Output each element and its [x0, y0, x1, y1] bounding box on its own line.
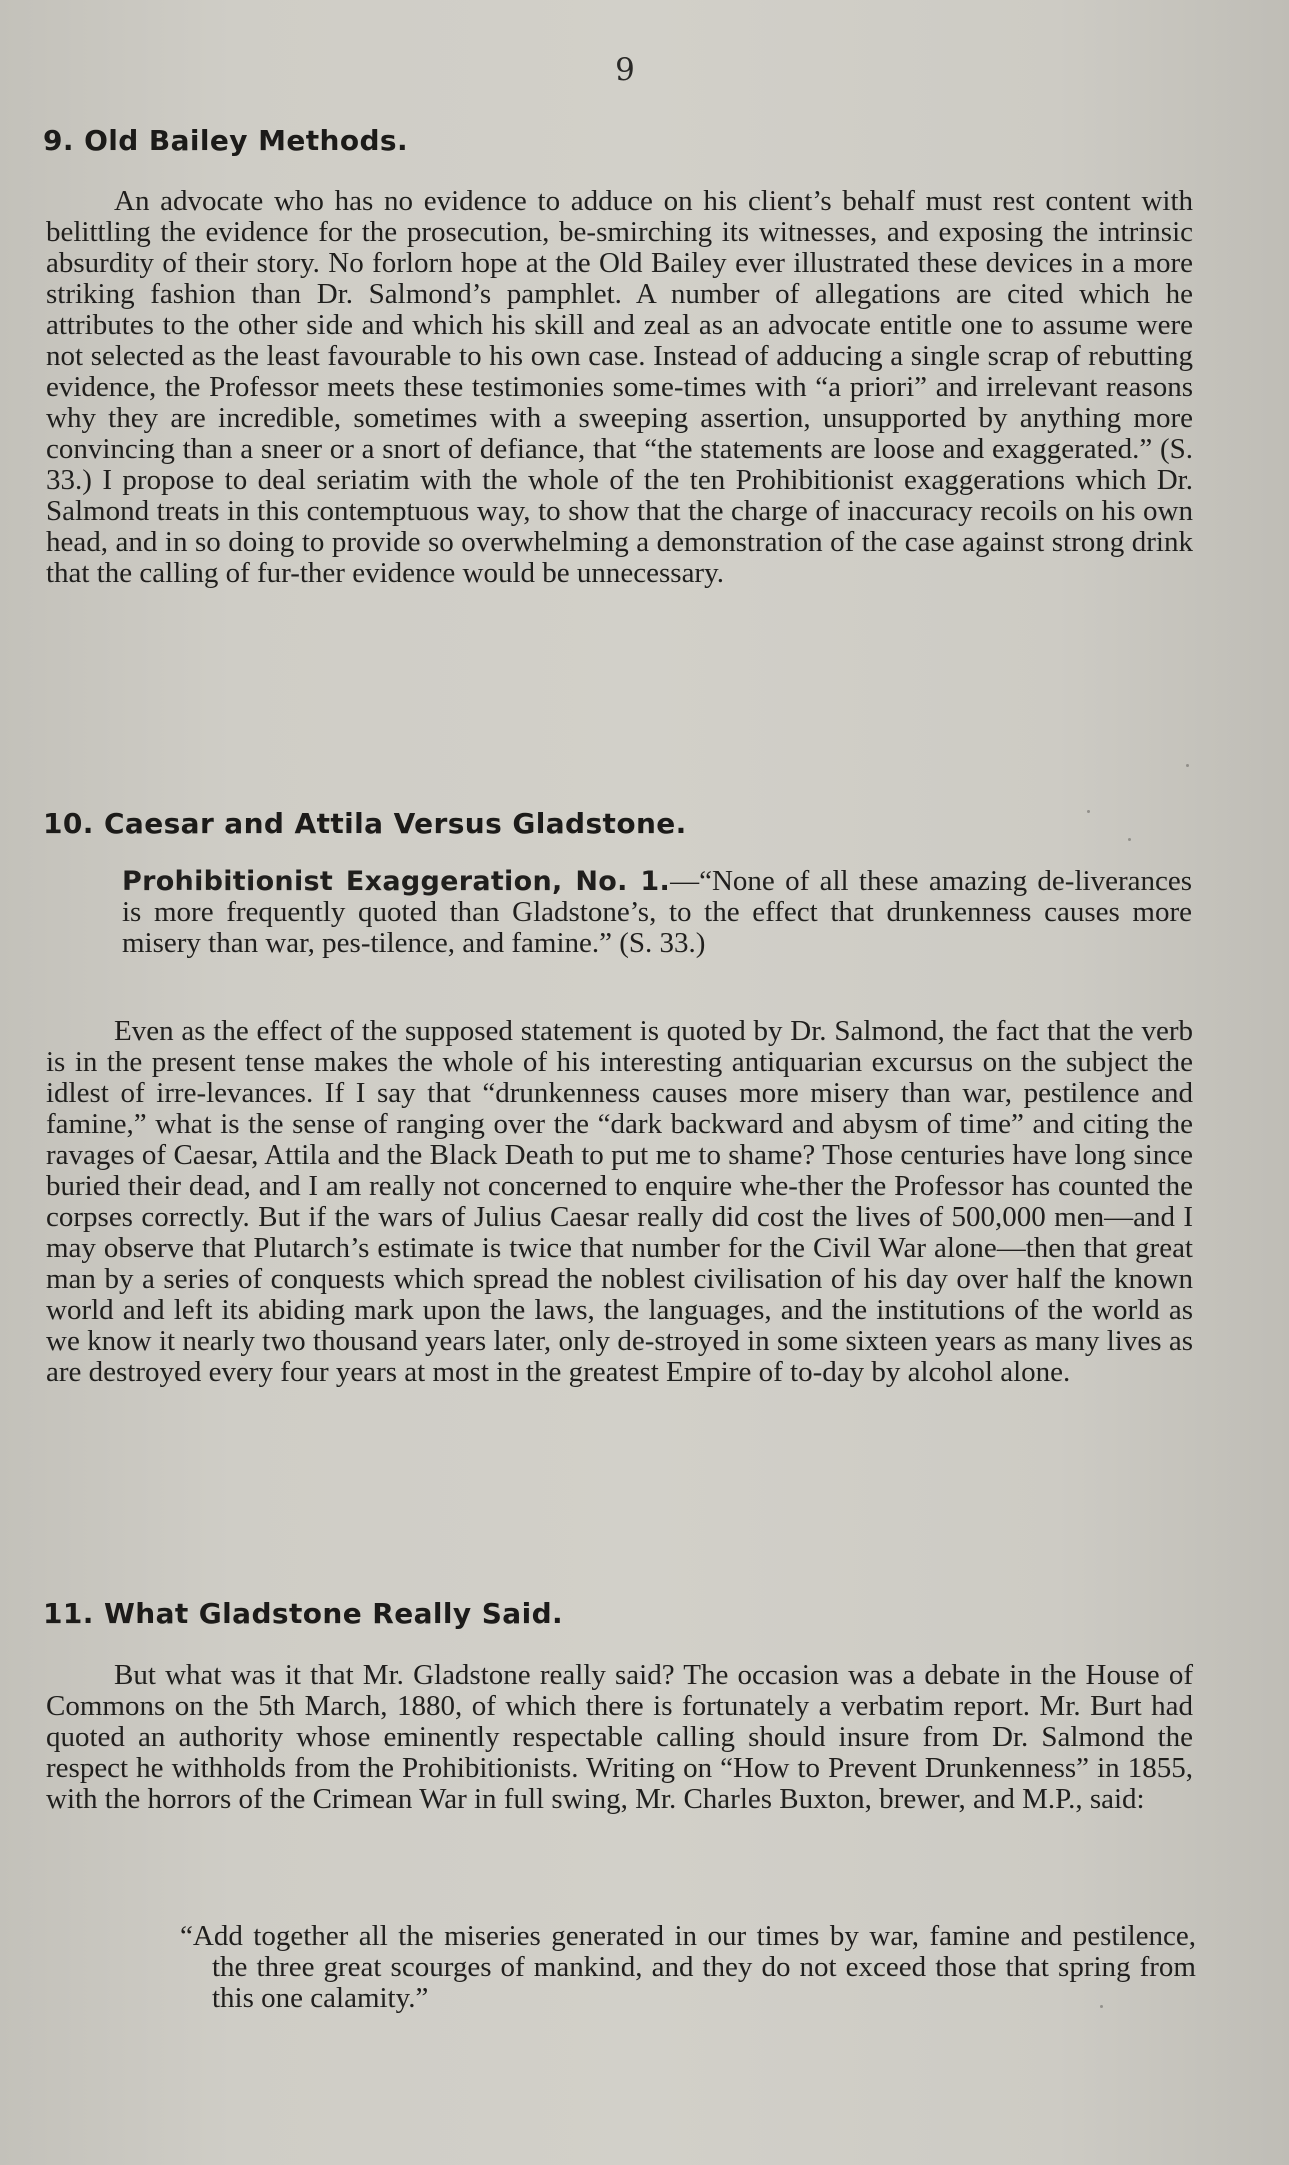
- exaggeration-text: —“None of all these amazing de-liverances is more frequently quoted than Gladstone’s, to the effect that drunkenness causes more misery than war, pes-tilence, and famine.” (S. 33.): [122, 865, 1193, 959]
- paper-speck: [1186, 764, 1189, 767]
- buxton-quotation: “Add together all the miseries generated in our times by war, famine and pestilence, the three great scourges of mankind, and they do not exceed those that spring from this one calamity.”: [180, 1920, 1196, 2014]
- paper-speck: [1087, 810, 1090, 813]
- paper-speck: [1128, 838, 1131, 841]
- section-paragraph: But what was it that Mr. Gladstone really said? The occasion was a debate in the House of Commons on the 5th March, 1880, of which there is fortunately a verbatim report. Mr. Burt had quoted an authority whose eminently respectable calling should insure from Dr. Salmond the respect he withholds from the Prohibitionists. Writing on “How to Prevent Drunkenness” in 1855, with the horrors of the Crimean War in full swing, Mr. Charles Buxton, brewer, and M.P., said:: [46, 1659, 1193, 1815]
- section-paragraph: Even as the effect of the supposed statement is quoted by Dr. Salmond, the fact that the verb is in the present tense makes the whole of his interesting antiquarian excursus on the subject the idlest of irre-levances. If I say that “drunkenness causes more misery than war, pestilence and famine,” what is the sense of ranging over the “dark backward and abysm of time” and citing the ravages of Caesar, Attila and the Black Death to put me to shame? Those centuries have long since buried their dead, and I am really not concerned to enquire whe-ther the Professor has counted the corpses correctly. But if the wars of Julius Caesar really did cost the lives of 500,000 men—and I may observe that Plutarch’s estimate is twice that number for the Civil War alone—then that great man by a series of conquests which spread the noblest civilisation of his day over half the known world and left its abiding mark upon the laws, the languages, and the institutions of the world as we know it nearly two thousand years later, only de-stroyed in some sixteen years as many lives as are destroyed every four years at most in the greatest Empire of to-day by alcohol alone.: [46, 1015, 1193, 1388]
- section-heading-caesar-and-attila: 10. Caesar and Attila Versus Gladstone.: [43, 807, 687, 840]
- paper-speck: [1100, 2005, 1103, 2008]
- exaggeration-label: Prohibitionist Exaggeration, No. 1.: [122, 866, 671, 897]
- section-paragraph: An advocate who has no evidence to adduce on his client’s behalf must rest content with belittling the evidence for the prosecution, be-smirching its witnesses, and exposing the intrinsic absurdity of their story. No forlorn hope at the Old Bailey ever illustrated these devices in a more striking fashion than Dr. Salmond’s pamphlet. A number of allegations are cited which he attributes to the other side and which his skill and zeal as an advocate entitle one to assume were not selected as the least favourable to his own case. Instead of adducing a single scrap of rebutting evidence, the Professor meets these testimonies some-times with “a priori” and irrelevant reasons why they are incredible, sometimes with a sweeping assertion, unsupported by anything more convincing than a sneer or a snort of defiance, that “the statements are loose and exaggerated.” (S. 33.) I propose to deal seriatim with the whole of the ten Prohibitionist exaggerations which Dr. Salmond treats in this contemptuous way, to show that the charge of inaccuracy recoils on his own head, and in so doing to provide so overwhelming a demonstration of the case against strong drink that the calling of fur-ther evidence would be unnecessary.: [46, 185, 1193, 589]
- page-number: 9: [615, 52, 635, 88]
- section-heading-what-gladstone-said: 11. What Gladstone Really Said.: [43, 1597, 564, 1630]
- exaggeration-quote-block: [122, 866, 1192, 959]
- section-heading-old-bailey-methods: 9. Old Bailey Methods.: [43, 124, 409, 157]
